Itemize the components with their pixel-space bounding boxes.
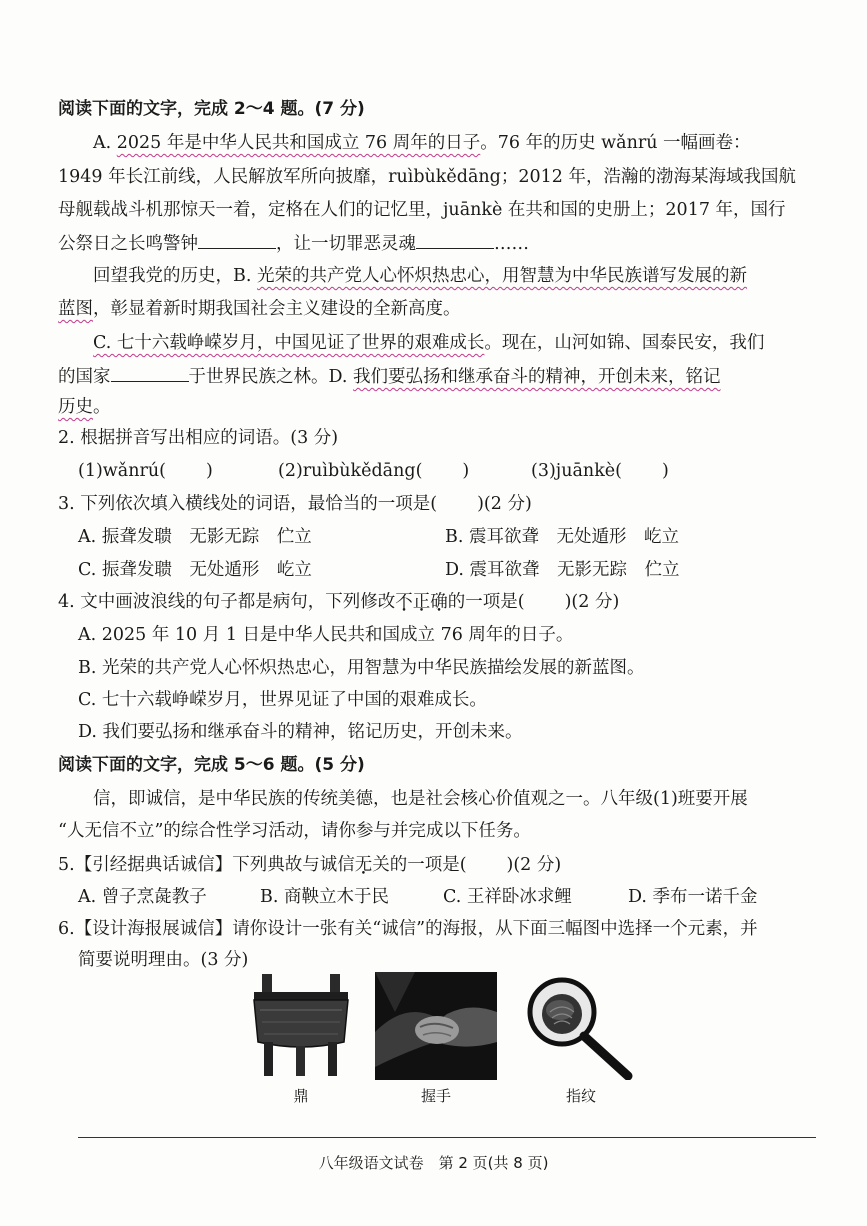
passage-text: ，彰显着新时期我国社会主义建设的全新高度。 bbox=[93, 299, 461, 319]
option-d[interactable]: D. 我们要弘扬和继承奋斗的精神，铭记历史，开创未来。 bbox=[78, 722, 523, 742]
q2-item-label: (3)juānkè( bbox=[531, 461, 622, 481]
question-2-stem: 2. 根据拼音写出相应的词语。(3 分) bbox=[58, 428, 339, 448]
passage-line bbox=[93, 330, 853, 356]
question-6-stem: 6.【设计海报展诚信】请你设计一张有关“诚信”的海报，从下面三幅图中选择一个元素，并 bbox=[58, 919, 758, 939]
passage-line bbox=[58, 230, 818, 257]
fingerprint-image bbox=[520, 972, 642, 1080]
stem-text: )(2 分) bbox=[477, 494, 532, 514]
passage-text: 。 bbox=[93, 397, 111, 417]
stem-text: 关的一项是( bbox=[372, 855, 467, 875]
passage-text: 。76 年的历史 wǎnrú 一幅画卷： bbox=[480, 133, 751, 153]
paren-close: ) bbox=[462, 461, 470, 481]
passage-line bbox=[58, 363, 818, 390]
passage-line bbox=[93, 263, 853, 289]
figure-caption-fingerprint: 指纹 bbox=[565, 1087, 596, 1105]
option-b[interactable]: B. 商鞅立木于民 bbox=[260, 887, 389, 907]
passage-text: 于世界民族之林。D. bbox=[188, 367, 354, 387]
passage-text: 的国家 bbox=[58, 367, 111, 387]
passage-text: …… bbox=[494, 234, 529, 254]
option-a[interactable]: A. 2025 年 10 月 1 日是中华人民共和国成立 76 周年的日子。 bbox=[78, 625, 574, 645]
q2-item-2[interactable] bbox=[278, 458, 469, 484]
stem-text: 5.【引经据典话诚信】下列典故与诚信 bbox=[58, 855, 355, 875]
passage-text: 。现在，山河如锦、国泰民安，我们 bbox=[484, 333, 765, 353]
fill-blank[interactable] bbox=[111, 363, 189, 382]
option-c[interactable]: C. 七十六载峥嵘岁月，世界见证了中国的艰难成长。 bbox=[78, 690, 487, 710]
passage-line: “人无信不立”的综合性学习活动，请你参与并完成以下任务。 bbox=[58, 821, 531, 841]
emphasis-dots-text bbox=[395, 592, 448, 612]
option-c[interactable]: C. 振聋发聩 无处遁形 屹立 bbox=[78, 560, 312, 580]
stem-text: 4. 文中画波浪线的句子都是病句，下列修改 bbox=[58, 592, 396, 612]
wavy-sentence-d: 我们要弘扬和继承奋斗的精神，开创未来，铭记 bbox=[353, 367, 721, 387]
stem-text: )(2 分) bbox=[506, 855, 562, 875]
option-d[interactable]: D. 季布一诺千金 bbox=[628, 887, 758, 907]
page-footer: 八年级语文试卷 第 2 页(共 8 页) bbox=[318, 1154, 549, 1172]
stem-text: 的一项是( bbox=[447, 592, 525, 612]
sentence-label: A. bbox=[93, 133, 117, 153]
passage-line: 1949 年长江前线，人民解放军所向披靡，ruìbùkědāng；2012 年，浩瀚的渤海某海域我国航 bbox=[58, 167, 796, 187]
passage-line bbox=[58, 394, 818, 420]
q2-item-3[interactable] bbox=[531, 458, 669, 484]
option-b[interactable]: B. 光荣的共产党人心怀炽热忠心，用智慧为中华民族描绘发展的新蓝图。 bbox=[78, 658, 645, 678]
passage-text: 公祭日之长鸣警钟 bbox=[58, 234, 198, 254]
passage-text: ，让一切罪恶灵魂 bbox=[276, 234, 416, 254]
passage-line bbox=[58, 296, 818, 322]
q2-item-1[interactable] bbox=[78, 458, 213, 484]
emphasis-dot-char: 不 bbox=[395, 592, 413, 612]
figure-caption-handshake: 握手 bbox=[420, 1087, 451, 1105]
passage-line: 信，即诚信，是中华民族的传统美德，也是社会核心价值观之一。八年级(1)班要开展 bbox=[93, 789, 748, 809]
option-c[interactable]: C. 王祥卧冰求鲤 bbox=[443, 887, 572, 907]
emphasis-dot-char: 正 bbox=[412, 592, 431, 612]
emphasis-dot-char: 确 bbox=[430, 592, 448, 612]
question-3-stem bbox=[58, 491, 818, 517]
option-a[interactable]: A. 振聋发聩 无影无踪 伫立 bbox=[78, 527, 312, 547]
q2-item-label: (1)wǎnrú( bbox=[78, 461, 166, 481]
question-4-stem bbox=[58, 589, 818, 615]
ding-image bbox=[240, 972, 362, 1080]
wavy-sentence-d: 历史 bbox=[58, 397, 93, 417]
stem-text: )(2 分) bbox=[564, 592, 620, 612]
fill-blank[interactable] bbox=[198, 230, 276, 249]
figure-caption-ding: 鼎 bbox=[293, 1087, 309, 1105]
passage-text: 回望我党的历史，B. bbox=[93, 266, 257, 286]
section-heading-2: 阅读下面的文字，完成 5～6 题。(5 分) bbox=[58, 755, 365, 775]
fill-blank[interactable] bbox=[416, 230, 494, 249]
question-5-stem bbox=[58, 852, 818, 878]
handshake-image bbox=[375, 972, 497, 1080]
section-heading-1: 阅读下面的文字，完成 2～4 题。(7 分) bbox=[58, 99, 365, 119]
wavy-sentence-b: 光荣的共产党人心怀炽热忠心，用智慧为中华民族谱写发展的新 bbox=[257, 266, 747, 286]
wavy-sentence-a: 2025 年是中华人民共和国成立 76 周年的日子 bbox=[116, 133, 481, 153]
passage-line bbox=[93, 130, 853, 156]
paren-close: ) bbox=[661, 461, 669, 481]
stem-text: 3. 下列依次填入横线处的词语，最恰当的一项是( bbox=[58, 494, 438, 514]
option-b[interactable]: B. 震耳欲聋 无处遁形 屹立 bbox=[445, 527, 679, 547]
question-6-stem-cont: 简要说明理由。(3 分) bbox=[78, 950, 249, 970]
wavy-sentence-b: 蓝图 bbox=[58, 299, 93, 319]
wavy-sentence-c: C. 七十六载峥嵘岁月，中国见证了世界的艰难成长 bbox=[93, 333, 485, 353]
passage-line: 母舰载战斗机那惊天一着，定格在人们的记忆里，juānkè 在共和国的史册上；2017 年，国行 bbox=[58, 200, 786, 220]
footer-divider bbox=[78, 1137, 816, 1138]
emphasis-dot-char: 无 bbox=[354, 855, 373, 875]
paren-close: ) bbox=[205, 461, 213, 481]
option-a[interactable]: A. 曾子烹彘教子 bbox=[78, 887, 207, 907]
q2-item-label: (2)ruìbùkědāng( bbox=[278, 461, 423, 481]
option-d[interactable]: D. 震耳欲聋 无影无踪 伫立 bbox=[445, 560, 680, 580]
